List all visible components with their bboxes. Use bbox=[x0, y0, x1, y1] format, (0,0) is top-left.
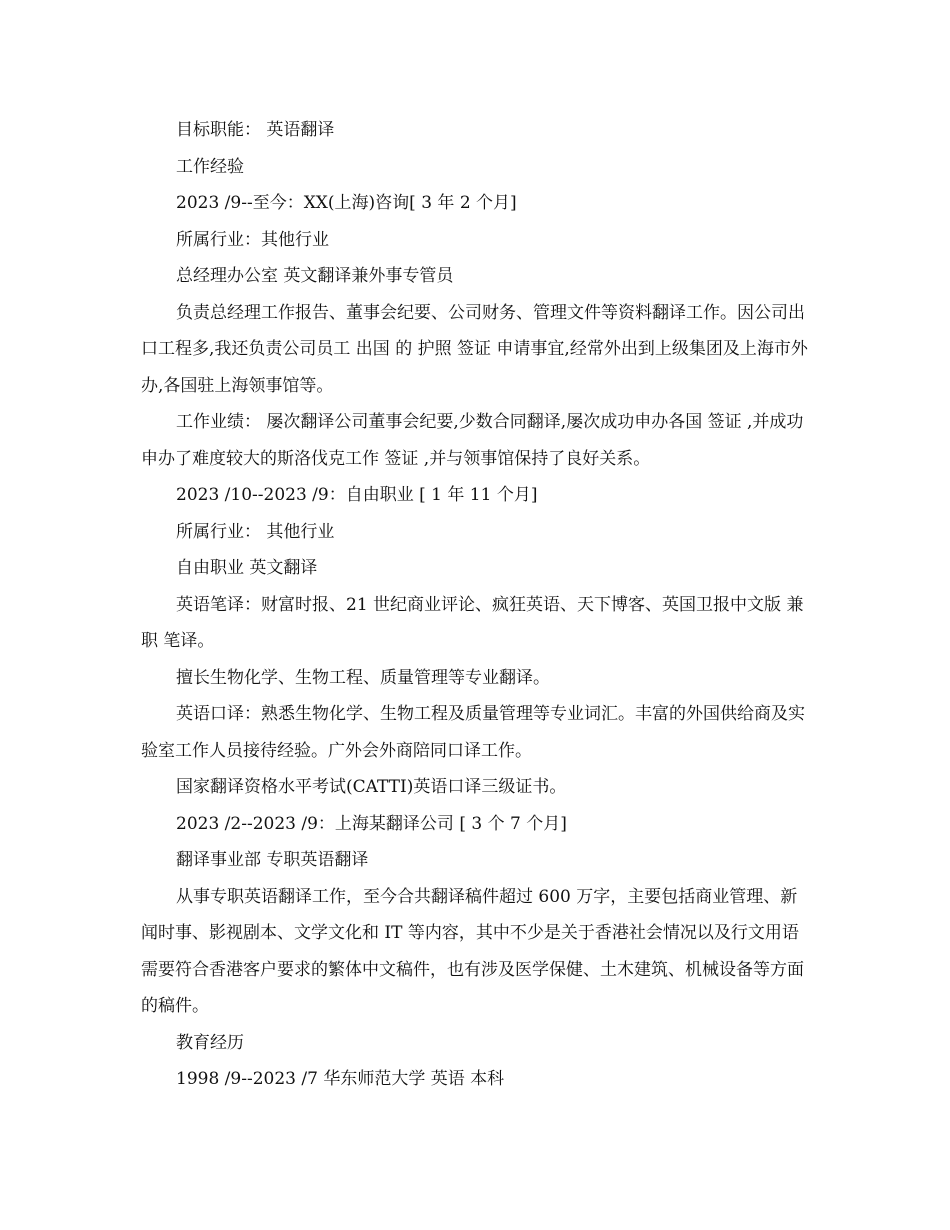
job-period-2: 2023 /10--2023 /9：自由职业 [ 1 年 11 个月] bbox=[176, 485, 538, 505]
job-achievements-1: 工作业绩： 屡次翻译公司董事会纪要,少数合同翻译,屡次成功申办各国 签证 ,并成功申办了难度较大的斯洛伐克工作 签证 ,并与领事馆保持了良好关系。 bbox=[141, 412, 804, 469]
job-title-1: 总经理办公室 英文翻译兼外事专管员 bbox=[176, 266, 454, 286]
certificate: 国家翻译资格水平考试(CATTI)英语口译三级证书。 bbox=[176, 777, 567, 797]
job-period-3: 2023 /2--2023 /9：上海某翻译公司 [ 3 个 7 个月] bbox=[176, 813, 567, 834]
job-description-1: 负责总经理工作报告、董事会纪要、公司财务、管理文件等资料翻译工作。因公司出口工程多,我还负责公司员工 出国 的 护照 签证 申请事宜,经常外出到上级集团及上海市外办,各国驻上海领事馆等。 bbox=[141, 302, 808, 396]
job-period-1: 2023 /9--至今：XX(上海)咨询[ 3 年 2 个月] bbox=[176, 193, 517, 213]
job-industry-2: 所属行业： 其他行业 bbox=[176, 521, 335, 542]
target-function: 目标职能： 英语翻译 bbox=[176, 120, 335, 140]
job-description-2a: 英语笔译：财富时报、21 世纪商业评论、疯狂英语、天下博客、英国卫报中文版 兼职 笔译。 bbox=[141, 594, 804, 651]
job-description-2c: 英语口译：熟悉生物化学、生物工程及质量管理等专业词汇。丰富的外国供给商及实验室工作人员接待经验。广外会外商陪同口译工作。 bbox=[141, 704, 805, 761]
resume-page bbox=[141, 112, 811, 1098]
job-title-2: 自由职业 英文翻译 bbox=[176, 558, 318, 578]
education-entry: 1998 /9--2023 /7 华东师范大学 英语 本科 bbox=[176, 1069, 505, 1089]
section-heading-education: 教育经历 bbox=[176, 1032, 244, 1053]
section-heading-work-experience: 工作经验 bbox=[176, 156, 244, 177]
job-description-3: 从事专职英语翻译工作，至今合共翻译稿件超过 600 万字，主要包括商业管理、新闻时事、影视剧本、文学文化和 IT 等内容，其中不少是关于香港社会情况以及行文用语需要符合香港客户要求的繁体中文稿件，也有涉及医学保健、土木建筑、机械设备等方面的稿件。 bbox=[141, 886, 804, 1016]
job-industry-1: 所属行业：其他行业 bbox=[176, 229, 329, 250]
job-description-2b: 擅长生物化学、生物工程、质量管理等专业翻译。 bbox=[176, 667, 550, 688]
job-title-3: 翻译事业部 专职英语翻译 bbox=[176, 850, 369, 870]
